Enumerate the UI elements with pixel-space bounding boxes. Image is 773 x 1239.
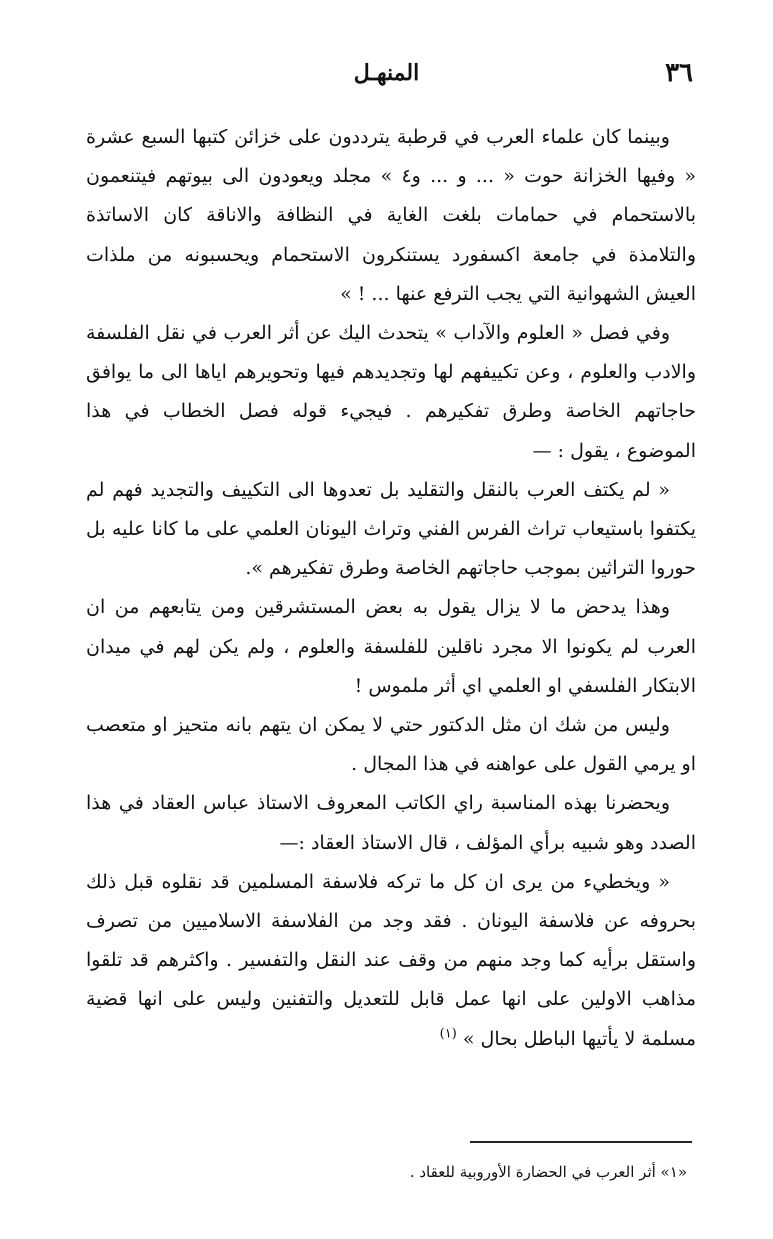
paragraph-7-text: « ويخطيء من يرى ان كل ما تركه فلاسفة المسلمين قد نقلوه قبل ذلك بحروفه عن فلاسفة اليونان . فقد وجد من الفلاسفة الاسلاميين من تصرف واستقل برأيه كما وجد منهم من وقف عند النقل والتفسير . واكثرهم قد تلقوا مذاهب الاولين على انها عمل قابل للتعديل والتفنين وليس على انها قضية مسلمة لا يأتيها الباطل بحال » [86, 870, 696, 1050]
footnote: «١» أثر العرب في الحضارة الأوروبية للعقاد . [409, 1163, 687, 1181]
paragraph-1: وبينما كان علماء العرب في قرطبة يترددون على خزائن كتبها السبع عشرة « وفيها الخزانة حوت « ... و ... و٤ » مجلد ويعودون الى بيوتهم فيتنعمون بالاستحمام في حمامات بلغت الغاية في النظافة والاناقة كان الاساتذة والتلامذة في جامعة اكسفورد يستنكرون الاستحمام ويحسبونه من ملذات العيش الشهوانية التي يجب الترفع عنها ... ! » [86, 126, 696, 305]
paragraph-7 [86, 863, 696, 1059]
paragraph-3: « لم يكتف العرب بالنقل والتقليد بل تعدوها الى التكييف والتجديد فهم لم يكتفوا باستيعاب تراث الفرس الفني وتراث اليونان العلمي على ما كانا عليه بل حوروا التراثين بموجب حاجاتهم الخاصة وطرق تفكيرهم ». [86, 478, 696, 580]
footnote-divider [470, 1141, 692, 1143]
paragraph-2: وفي فصل « العلوم والآداب » يتحدث اليك عن أثر العرب في نقل الفلسفة والادب والعلوم ، وعن تكييفهم لها وتجديدهم فيها وتحويرهم اياها الى ما يوافق حاجاتهم الخاصة وطرق تفكيرهم . فيجيء قوله فصل الخطاب في هذا الموضوع ، يقول : — [86, 322, 696, 462]
page-body [86, 118, 696, 1059]
page-header [80, 58, 693, 98]
paragraph-4: وهذا يدحض ما لا يزال يقول به بعض المستشرقين ومن يتابعهم من ان العرب لم يكونوا الا مجرد ناقلين للفلسفة والعلوم ، ولم يكن لهم في ميدان الابتكار الفلسفي او العلمي اي أثر ملموس ! [86, 596, 696, 697]
footnote-reference: (١) [439, 1026, 457, 1042]
paragraph-6: ويحضرنا بهذه المناسبة راي الكاتب المعروف الاستاذ عباس العقاد في هذا الصدد وهو شبيه برأي المؤلف ، قال الاستاذ العقاد :— [86, 792, 696, 854]
running-title: المنهـل [353, 60, 420, 86]
page-number: ٣٦ [665, 58, 693, 88]
paragraph-5: وليس من شك ان مثل الدكتور حتي لا يمكن ان يتهم بانه متحيز او متعصب او يرمي القول على عواهنه في هذا المجال . [86, 714, 696, 776]
